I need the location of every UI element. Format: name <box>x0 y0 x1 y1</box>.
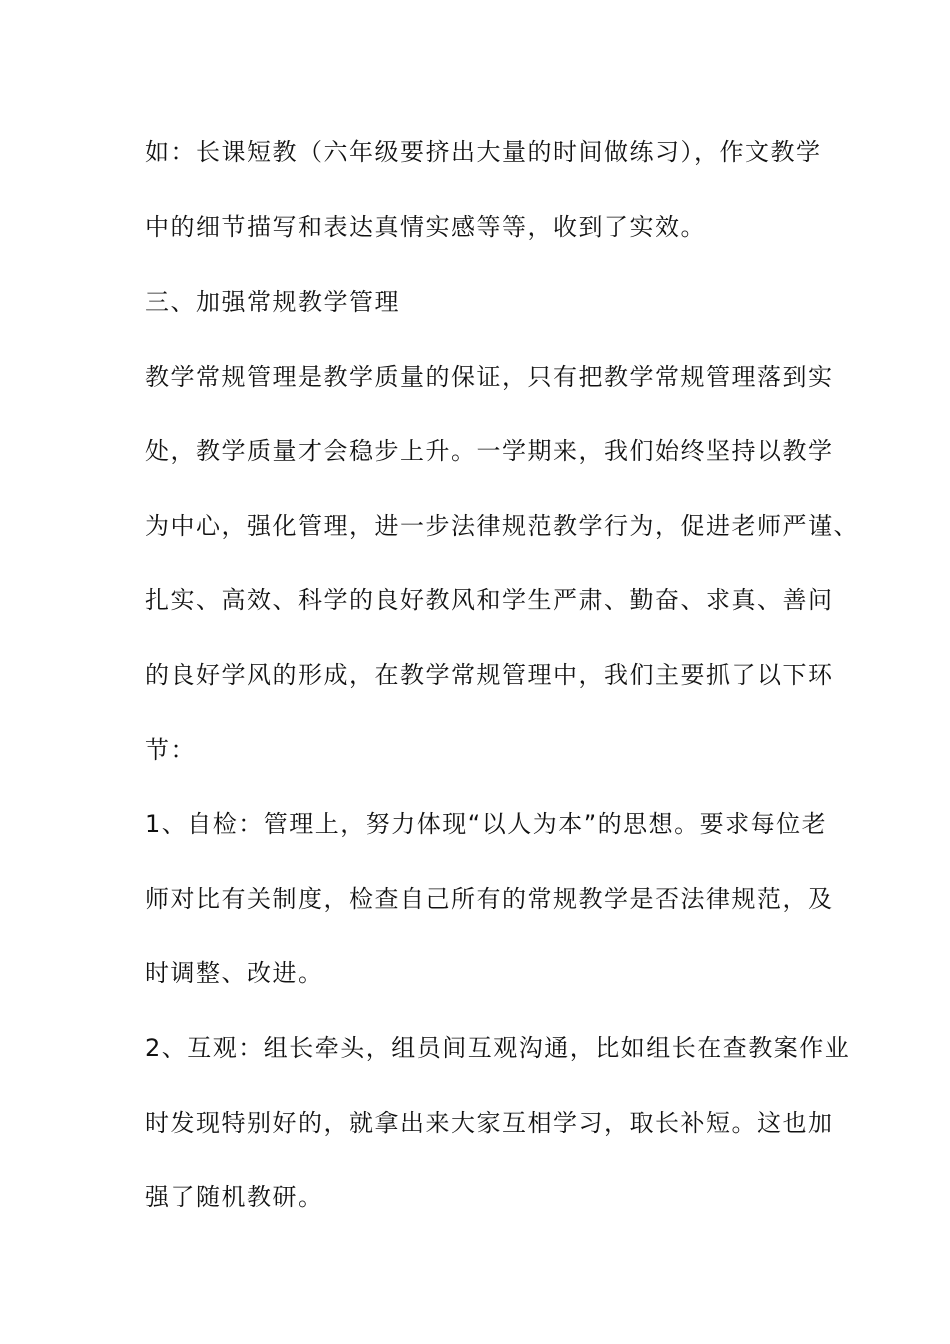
text-line: 时发现特别好的，就拿出来大家互相学习，取长补短。这也加 <box>145 1109 834 1137</box>
section-heading: 三、加强常规教学管理 <box>145 288 400 316</box>
text-line: 2、互观：组长牵头，组员间互观沟通，比如组长在查教案作业 <box>145 1034 851 1062</box>
text-line: 扎实、高效、科学的良好教风和学生严肃、勤奋、求真、善问 <box>145 586 834 614</box>
text-line: 教学常规管理是教学质量的保证，只有把教学常规管理落到实 <box>145 363 834 391</box>
text-line: 为中心，强化管理，进一步法律规范教学行为，促进老师严谨、 <box>145 512 859 540</box>
text-line: 如：长课短教（六年级要挤出大量的时间做练习），作文教学 <box>145 138 822 166</box>
text-line: 强了随机教研。 <box>145 1183 324 1211</box>
text-line: 师对比有关制度，检查自己所有的常规教学是否法律规范，及 <box>145 885 834 913</box>
text-line: 中的细节描写和表达真情实感等等，收到了实效。 <box>145 213 706 241</box>
text-line: 处，教学质量才会稳步上升。一学期来，我们始终坚持以教学 <box>145 437 834 465</box>
text-line: 的良好学风的形成，在教学常规管理中，我们主要抓了以下环 <box>145 661 834 689</box>
text-line: 时调整、改进。 <box>145 959 324 987</box>
text-line: 节： <box>145 736 196 764</box>
text-line: 1、自检：管理上，努力体现“以人为本”的思想。要求每位老 <box>145 810 828 838</box>
